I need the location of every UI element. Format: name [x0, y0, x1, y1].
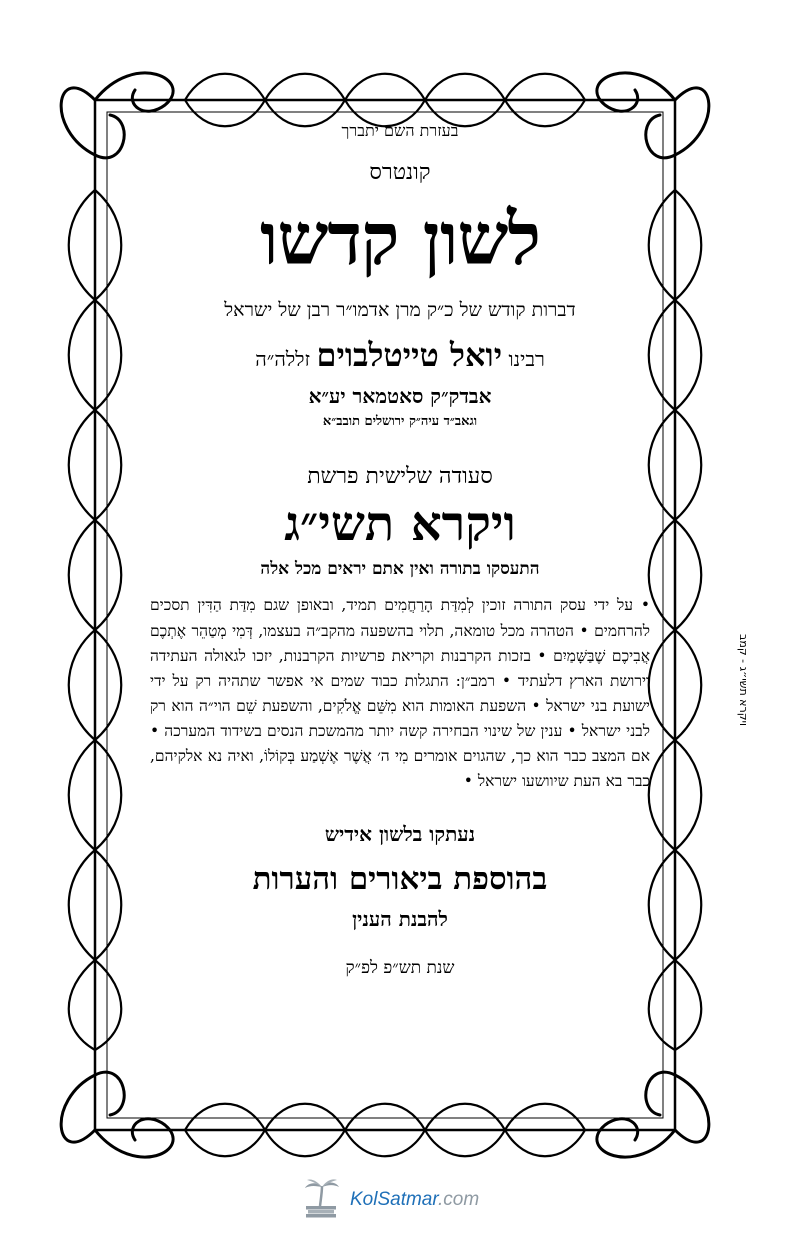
- rebbe-name: יואל טייטלבוים: [316, 336, 503, 374]
- kolsatmar-watermark: [300, 1180, 510, 1220]
- av-beis-din-line: אבדק״ק סאטמאר יע״א: [308, 384, 492, 408]
- rebbe-line: [150, 336, 650, 374]
- kuntres-label: קונטרס: [369, 160, 431, 185]
- parsha-title: ויקרא תשי״ג: [284, 496, 516, 552]
- summary-paragraph: • על ידי עסק התורה זוכין לְמִדַּת הָרַחֲמִים תמיד, ובאופן שגם מִדַּת הַדִּין תסכים להרחמים • הטהרה מכל טומאה, תלוי בהשפעה מהקב״ה בעצמו, דְּמִי מְטַהֵר אֶתְכֶם אֲבִיכֶם שֶׁבַּשָּׁמַיִם • בזכות הקרבנות וקריאת פרשיות הקרבנות, יזכו לגאולה העתידה וירושת הארץ דלעתיד • רמב״ן: התגלות כבוד שמים אי אפשר שתהיה רק על ידי ישועת בני ישראל • השפעת האומות הוא מִשֵּׁם אֱלֹקִים, והשפעת שֵׁם הוי״ה הוא רק לבני ישראל • ענין של שינוי הבחירה קשה יותר מהמשכת הנסים בשידוד המערכה • אם המצב כבר הוא כך, שהגוים אומרים מִי ה׳ אֲשֶׁר אֶשְׁמַע בְּקוֹלוֹ, ואיה נא אלקיהם, כבר בא העת שיוושעו ישראל •: [150, 596, 650, 791]
- rebbe-prefix: רבינו: [508, 347, 545, 371]
- verse-line: התעסקו בתורה ואין אתם יראים מכל אלה: [260, 559, 540, 580]
- brand-name: KolSatmar: [350, 1189, 438, 1210]
- lehavanas-line: להבנת הענין: [352, 907, 448, 932]
- side-running-label: ויקרא תשי״ג - קמב: [737, 633, 750, 727]
- rebbe-suffix: זללה״ה: [255, 347, 311, 371]
- opening-blessing: בעזרת השם יתברך: [341, 121, 459, 140]
- brand-text: [350, 1189, 479, 1211]
- yiddish-line: נעתקו בלשון אידיש: [324, 822, 476, 847]
- jerusalem-line: וגאב״ד עיה״ק ירושלים תובב״א: [322, 414, 478, 429]
- divrei-line: דברות קודש של כ״ק מרן אדמו״ר רבן של ישראל: [224, 299, 576, 321]
- palm-tree-books-logo-icon: [300, 1178, 344, 1222]
- year-line: שנת תש״פ לפ״ק: [345, 958, 455, 979]
- title-page-content: [150, 95, 650, 1105]
- additions-line: בהוספת ביאורים והערות: [252, 861, 548, 898]
- page-title: לשון קדשו: [259, 196, 541, 281]
- brand-domain: .com: [438, 1189, 480, 1210]
- seuda-line: סעודה שלישית פרשת: [307, 464, 493, 489]
